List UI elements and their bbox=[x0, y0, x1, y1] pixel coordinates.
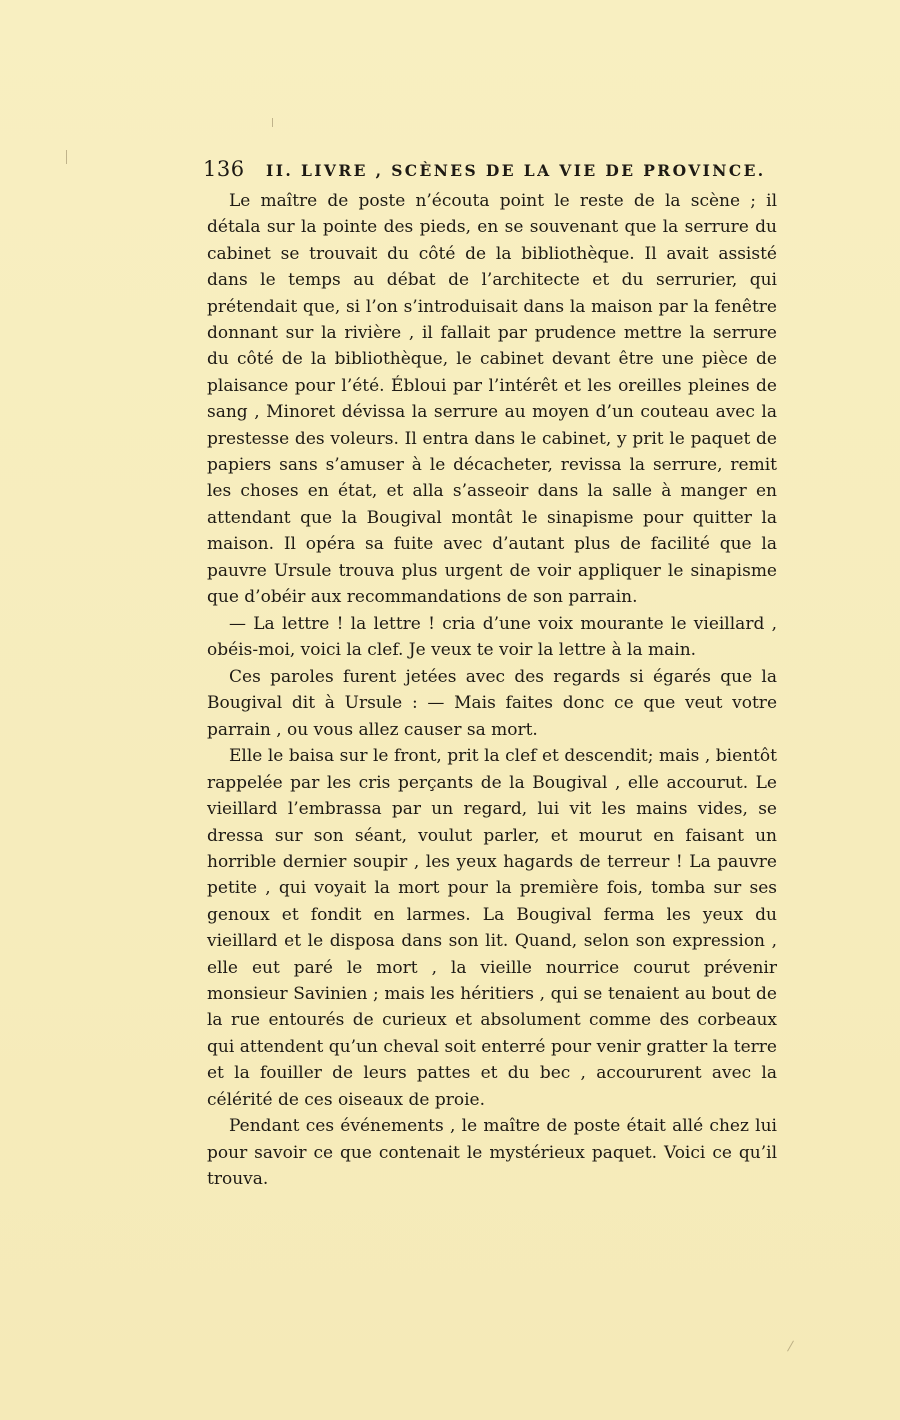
paper-speck bbox=[66, 150, 67, 164]
body-text bbox=[207, 188, 777, 1193]
paper-speck bbox=[272, 118, 273, 127]
paragraph: Elle le baisa sur le front, prit la clef et descendit; mais , bientôt rappelée par les cris perçants de la Bougival , elle accourut. Le vieillard l’embrassa par un regard, lui vit les mains vides, se dressa sur son séant, voulut parler, et mourut en faisant un horrible dernier soupir , les yeux hagards de terreur ! La pauvre petite , qui voyait la mort pour la première fois, tomba sur ses genoux et fondit en larmes. La Bougival ferma les yeux du vieillard et le disposa dans son lit. Quand, selon son expression , elle eut paré le mort , la vieille nourrice courut prévenir monsieur Savinien ; mais les héritiers , qui se tenaient au bout de la rue entourés de curieux et absolument comme des corbeaux qui attendent qu’un cheval soit enterré pour venir gratter la terre et la fouiller de leurs pattes et du bec , accoururent avec la célérité de ces oiseaux de proie. bbox=[207, 746, 777, 1110]
running-head: II. LIVRE , SCÈNES DE LA VIE DE PROVINCE. bbox=[266, 161, 766, 180]
page-number: 136 bbox=[203, 157, 245, 181]
paper-speck bbox=[787, 1341, 794, 1352]
paragraph: Le maître de poste n’écouta point le reste de la scène ; il détala sur la pointe des pieds, en se souvenant que la serrure du cabinet se trouvait du côté de la bibliothèque. Il avait assisté dans le temps au débat de l’architecte et du serrurier, qui prétendait que, si l’on s’introduisait dans la maison par la fenêtre donnant sur la rivière , il fallait par prudence mettre la serrure du côté de la bibliothèque, le cabinet devant être une pièce de plaisance pour l’été. Ébloui par l’intérêt et les oreilles pleines de sang , Minoret dévissa la serrure au moyen d’un couteau avec la prestesse des voleurs. Il entra dans le cabinet, y prit le paquet de papiers sans s’amuser à le décacheter, revissa la serrure, remit les choses en état, et alla s’asseoir dans la salle à manger en attendant que la Bougival montât le sinapisme pour quitter la maison. Il opéra sa fuite avec d’autant plus de facilité que la pauvre Ursule trouva plus urgent de voir appliquer le sinapisme que d’obéir aux recommandations de son parrain. bbox=[207, 191, 777, 608]
page-header bbox=[203, 157, 783, 183]
paragraph: — La lettre ! la lettre ! cria d’une voix mourante le vieillard , obéis-moi, voici la clef. Je veux te voir la lettre à la main. bbox=[207, 613, 777, 661]
paragraph: Ces paroles furent jetées avec des regards si égarés que la Bougival dit à Ursule : — Mais faites donc ce que veut votre parrain , ou vous allez causer sa mort. bbox=[207, 666, 777, 740]
paragraph: Pendant ces événements , le maître de poste était allé chez lui pour savoir ce que contenait le mystérieux paquet. Voici ce qu’il trouva. bbox=[207, 1116, 777, 1190]
